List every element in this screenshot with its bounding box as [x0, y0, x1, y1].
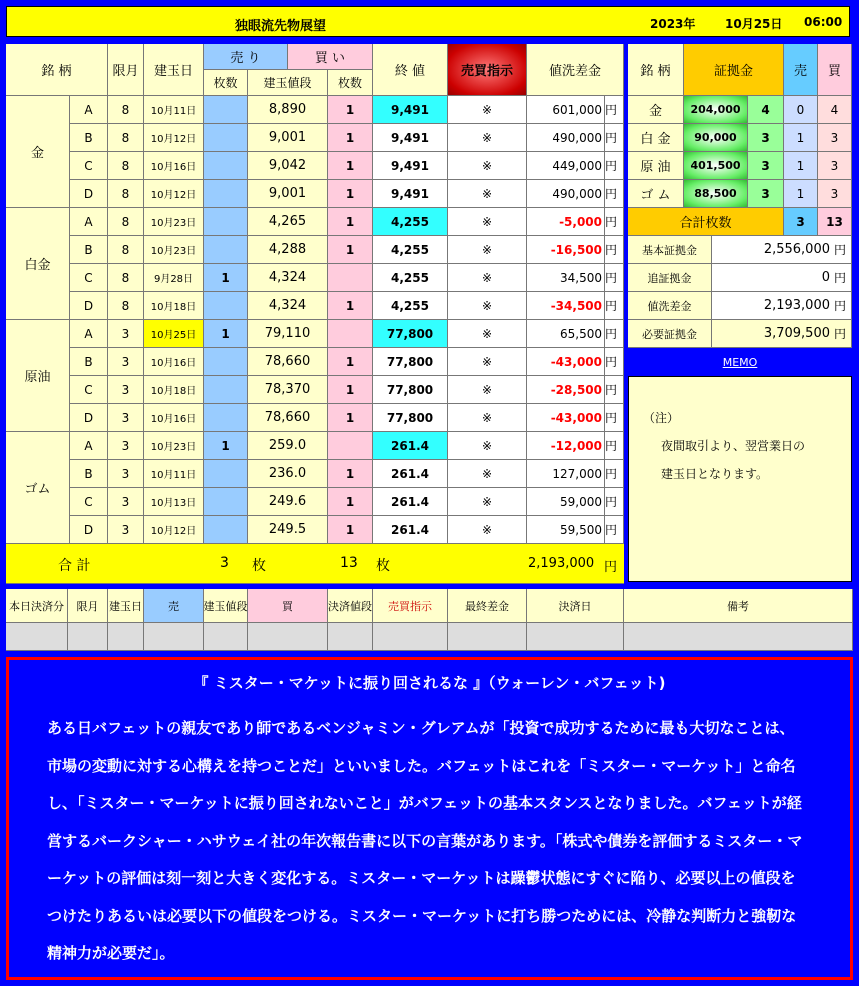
totals-sell-count: 3 [220, 555, 229, 571]
summary-value: 2,556,000 [712, 236, 834, 264]
margin-row-sell: 1 [784, 152, 818, 180]
margin-row-units: 3 [748, 180, 784, 208]
header-time: 06:00 [804, 15, 843, 29]
margin-row-sell: 1 [784, 180, 818, 208]
cell-group: D [70, 180, 108, 208]
header-owarine: 終 値 [373, 44, 448, 96]
settle-kai-value[interactable] [248, 623, 328, 651]
header-baibai-shiji: 売買指示 [448, 44, 527, 96]
cell-sell-maisu [204, 348, 248, 376]
cell-tategyoku-nedan: 4,265 [248, 208, 328, 236]
totals-yen: 円 [604, 560, 618, 575]
margin-total-sell: 3 [784, 208, 818, 236]
settle-gengetsu: 限月 [68, 589, 108, 623]
cell-tategyoku-nedan: 4,324 [248, 264, 328, 292]
settle-biko: 備考 [624, 589, 853, 623]
cell-yen: 円 [605, 236, 624, 264]
cell-tategyokubi: 10月16日 [144, 152, 204, 180]
cell-owarine: 4,255 [373, 292, 448, 320]
cell-nearai-sakin: -43,000 [527, 404, 605, 432]
summary-yen: 円 [834, 264, 852, 292]
settle-kessaibi-value[interactable] [527, 623, 624, 651]
cell-baibai-shiji: ※ [448, 292, 527, 320]
settle-saishu-sakin: 最終差金 [448, 589, 527, 623]
cell-tategyoku-nedan: 4,324 [248, 292, 328, 320]
cell-nearai-sakin: 59,500 [527, 516, 605, 544]
cell-gengetsu: 3 [108, 460, 144, 488]
settle-saishu-sakin-value[interactable] [448, 623, 527, 651]
cell-gengetsu: 3 [108, 488, 144, 516]
cell-tategyokubi: 10月11日 [144, 460, 204, 488]
cell-buy-maisu: 1 [328, 376, 373, 404]
header-gengetsu: 限月 [108, 44, 144, 96]
memo-line-1: 夜間取引より、翌営業日の [661, 439, 806, 453]
cell-sell-maisu [204, 404, 248, 432]
cell-nearai-sakin: 127,000 [527, 460, 605, 488]
margin-row-buy: 4 [818, 96, 852, 124]
commodity-gold: 金 [6, 96, 70, 208]
cell-tategyokubi: 10月23日 [144, 432, 204, 460]
cell-gengetsu: 8 [108, 124, 144, 152]
cell-buy-maisu: 1 [328, 152, 373, 180]
cell-tategyoku-nedan: 9,042 [248, 152, 328, 180]
cell-nearai-sakin: 490,000 [527, 124, 605, 152]
settle-tategyoku-nedan: 建玉値段 [204, 589, 248, 623]
cell-gengetsu: 8 [108, 180, 144, 208]
header-kai: 買 い [288, 44, 373, 70]
cell-owarine: 261.4 [373, 432, 448, 460]
title-bar [6, 6, 850, 37]
cell-owarine: 4,255 [373, 264, 448, 292]
cell-group: A [70, 208, 108, 236]
cell-buy-maisu: 1 [328, 180, 373, 208]
cell-tategyokubi: 10月16日 [144, 348, 204, 376]
margin-header-uri: 売 [784, 44, 818, 96]
cell-buy-maisu [328, 320, 373, 348]
cell-baibai-shiji: ※ [448, 152, 527, 180]
summary-yen: 円 [834, 320, 852, 348]
cell-sell-maisu [204, 236, 248, 264]
cell-baibai-shiji: ※ [448, 208, 527, 236]
cell-nearai-sakin: -43,000 [527, 348, 605, 376]
cell-owarine: 77,800 [373, 320, 448, 348]
settle-kessai-nedan-value[interactable] [328, 623, 373, 651]
memo-panel [628, 376, 852, 582]
cell-baibai-shiji: ※ [448, 488, 527, 516]
cell-tategyokubi: 10月23日 [144, 208, 204, 236]
cell-nearai-sakin: -16,500 [527, 236, 605, 264]
margin-row-name: 原 油 [628, 152, 684, 180]
cell-sell-maisu [204, 152, 248, 180]
cell-nearai-sakin: -5,000 [527, 208, 605, 236]
margin-header-kai: 買 [818, 44, 852, 96]
margin-table [628, 44, 852, 348]
cell-gengetsu: 3 [108, 376, 144, 404]
summary-value: 2,193,000 [712, 292, 834, 320]
cell-buy-maisu: 1 [328, 348, 373, 376]
cell-nearai-sakin: -12,000 [527, 432, 605, 460]
cell-gengetsu: 8 [108, 236, 144, 264]
cell-tategyoku-nedan: 4,288 [248, 236, 328, 264]
cell-group: B [70, 348, 108, 376]
settle-uri: 売 [144, 589, 204, 623]
cell-tategyokubi: 10月11日 [144, 96, 204, 124]
settle-biko-value[interactable] [624, 623, 853, 651]
cell-tategyoku-nedan: 78,660 [248, 348, 328, 376]
cell-owarine: 261.4 [373, 488, 448, 516]
totals-sell-unit: 枚 [252, 558, 266, 574]
cell-baibai-shiji: ※ [448, 460, 527, 488]
cell-baibai-shiji: ※ [448, 376, 527, 404]
cell-tategyoku-nedan: 249.5 [248, 516, 328, 544]
cell-buy-maisu: 1 [328, 404, 373, 432]
margin-row-buy: 3 [818, 180, 852, 208]
cell-owarine: 77,800 [373, 348, 448, 376]
cell-tategyoku-nedan: 9,001 [248, 124, 328, 152]
cell-sell-maisu: 1 [204, 432, 248, 460]
cell-tategyokubi: 10月12日 [144, 180, 204, 208]
cell-yen: 円 [605, 376, 624, 404]
margin-row-name: 金 [628, 96, 684, 124]
cell-sell-maisu [204, 460, 248, 488]
cell-nearai-sakin: 34,500 [527, 264, 605, 292]
cell-group: C [70, 152, 108, 180]
totals-label: 合 計 [58, 558, 91, 574]
cell-group: B [70, 236, 108, 264]
cell-sell-maisu [204, 96, 248, 124]
summary-value: 3,709,500 [712, 320, 834, 348]
cell-group: D [70, 516, 108, 544]
cell-yen: 円 [605, 320, 624, 348]
header-year: 2023年 [650, 17, 696, 31]
margin-row-units: 4 [748, 96, 784, 124]
totals-buy-count: 13 [340, 555, 358, 571]
cell-gengetsu: 3 [108, 516, 144, 544]
cell-tategyoku-nedan: 8,890 [248, 96, 328, 124]
margin-row-amount: 90,000 [684, 124, 748, 152]
cell-baibai-shiji: ※ [448, 404, 527, 432]
margin-row-amount: 88,500 [684, 180, 748, 208]
header-tategyoku-nedan: 建玉値段 [248, 70, 328, 96]
cell-sell-maisu [204, 292, 248, 320]
commodity-platinum: 白金 [6, 208, 70, 320]
cell-nearai-sakin: 490,000 [527, 180, 605, 208]
cell-yen: 円 [605, 292, 624, 320]
cell-tategyokubi: 10月13日 [144, 488, 204, 516]
page-title: 独眼流先物展望 [235, 19, 327, 34]
cell-owarine: 9,491 [373, 152, 448, 180]
quote-title: 『 ミスター・マケットに振り回されるな 』（ウォーレン・バフェット) [193, 674, 666, 692]
settle-tategyoku-nedan-value[interactable] [204, 623, 248, 651]
cell-tategyokubi: 10月18日 [144, 376, 204, 404]
summary-value: 0 [712, 264, 834, 292]
cell-baibai-shiji: ※ [448, 124, 527, 152]
cell-group: B [70, 124, 108, 152]
cell-yen: 円 [605, 432, 624, 460]
cell-buy-maisu: 1 [328, 124, 373, 152]
cell-yen: 円 [605, 124, 624, 152]
cell-gengetsu: 8 [108, 152, 144, 180]
cell-buy-maisu: 1 [328, 460, 373, 488]
memo-note: （注） [643, 411, 680, 425]
cell-sell-maisu: 1 [204, 320, 248, 348]
cell-tategyoku-nedan: 78,660 [248, 404, 328, 432]
cell-sell-maisu: 1 [204, 264, 248, 292]
margin-header-shokokin: 証拠金 [684, 44, 784, 96]
cell-yen: 円 [605, 488, 624, 516]
cell-owarine: 9,491 [373, 96, 448, 124]
margin-row-amount: 204,000 [684, 96, 748, 124]
margin-row-amount: 401,500 [684, 152, 748, 180]
cell-owarine: 4,255 [373, 208, 448, 236]
summary-yen: 円 [834, 292, 852, 320]
cell-group: B [70, 460, 108, 488]
settle-baibai-shiji-value[interactable] [373, 623, 448, 651]
settle-tategyokubi: 建玉日 [108, 589, 144, 623]
cell-tategyokubi: 10月16日 [144, 404, 204, 432]
memo-header [628, 350, 852, 374]
cell-sell-maisu [204, 488, 248, 516]
cell-tategyoku-nedan: 79,110 [248, 320, 328, 348]
memo-link[interactable]: MEMO [722, 355, 758, 369]
header-uri: 売 り [204, 44, 288, 70]
settle-gengetsu-value[interactable] [68, 623, 108, 651]
cell-gengetsu: 8 [108, 96, 144, 124]
margin-row-buy: 3 [818, 152, 852, 180]
cell-tategyokubi: 10月25日 [144, 320, 204, 348]
cell-tategyokubi: 9月28日 [144, 264, 204, 292]
cell-owarine: 4,255 [373, 236, 448, 264]
margin-row-sell: 1 [784, 124, 818, 152]
summary-label: 追証拠金 [628, 264, 712, 292]
cell-owarine: 9,491 [373, 180, 448, 208]
summary-yen: 円 [834, 236, 852, 264]
cell-group: C [70, 264, 108, 292]
cell-yen: 円 [605, 516, 624, 544]
cell-baibai-shiji: ※ [448, 264, 527, 292]
quote-box [6, 657, 853, 980]
cell-tategyoku-nedan: 249.6 [248, 488, 328, 516]
cell-owarine: 261.4 [373, 460, 448, 488]
cell-baibai-shiji: ※ [448, 432, 527, 460]
cell-baibai-shiji: ※ [448, 516, 527, 544]
settlement-table [6, 589, 853, 651]
margin-total-buy: 13 [818, 208, 852, 236]
cell-baibai-shiji: ※ [448, 348, 527, 376]
cell-yen: 円 [605, 208, 624, 236]
summary-label: 必要証拠金 [628, 320, 712, 348]
cell-sell-maisu [204, 376, 248, 404]
cell-owarine: 9,491 [373, 124, 448, 152]
margin-row-units: 3 [748, 152, 784, 180]
cell-buy-maisu [328, 432, 373, 460]
cell-tategyokubi: 10月12日 [144, 124, 204, 152]
cell-buy-maisu: 1 [328, 236, 373, 264]
cell-yen: 円 [605, 348, 624, 376]
cell-owarine: 77,800 [373, 404, 448, 432]
margin-row-name: 白 金 [628, 124, 684, 152]
margin-row-sell: 0 [784, 96, 818, 124]
cell-baibai-shiji: ※ [448, 320, 527, 348]
cell-tategyoku-nedan: 78,370 [248, 376, 328, 404]
header-nearai-sakin: 値洗差金 [527, 44, 624, 96]
cell-nearai-sakin: 59,000 [527, 488, 605, 516]
header-tategyokubi: 建玉日 [144, 44, 204, 96]
cell-yen: 円 [605, 264, 624, 292]
cell-buy-maisu: 1 [328, 488, 373, 516]
cell-buy-maisu [328, 264, 373, 292]
cell-group: D [70, 404, 108, 432]
settle-kessai-nedan: 決済値段 [328, 589, 373, 623]
cell-gengetsu: 3 [108, 348, 144, 376]
cell-group: A [70, 96, 108, 124]
cell-sell-maisu [204, 516, 248, 544]
header-sell-maisu: 枚数 [204, 70, 248, 96]
settle-kai: 買 [248, 589, 328, 623]
settle-kessaibi: 決済日 [527, 589, 624, 623]
cell-tategyoku-nedan: 259.0 [248, 432, 328, 460]
totals-buy-unit: 枚 [376, 558, 390, 574]
cell-gengetsu: 8 [108, 264, 144, 292]
cell-nearai-sakin: -28,500 [527, 376, 605, 404]
cell-sell-maisu [204, 124, 248, 152]
cell-group: A [70, 320, 108, 348]
cell-owarine: 261.4 [373, 516, 448, 544]
positions-table [6, 44, 624, 584]
cell-buy-maisu: 1 [328, 516, 373, 544]
summary-label: 値洗差金 [628, 292, 712, 320]
cell-group: D [70, 292, 108, 320]
cell-nearai-sakin: -34,500 [527, 292, 605, 320]
margin-row-name: ゴ ム [628, 180, 684, 208]
cell-buy-maisu: 1 [328, 208, 373, 236]
cell-yen: 円 [605, 96, 624, 124]
settle-honjitsu-value[interactable] [6, 623, 68, 651]
margin-row-buy: 3 [818, 124, 852, 152]
settle-honjitsu: 本日決済分 [6, 589, 68, 623]
cell-yen: 円 [605, 180, 624, 208]
cell-gengetsu: 3 [108, 320, 144, 348]
cell-group: C [70, 376, 108, 404]
cell-yen: 円 [605, 460, 624, 488]
margin-header-meigara: 銘 柄 [628, 44, 684, 96]
cell-tategyoku-nedan: 236.0 [248, 460, 328, 488]
cell-baibai-shiji: ※ [448, 96, 527, 124]
cell-baibai-shiji: ※ [448, 236, 527, 264]
settle-tategyokubi-value[interactable] [108, 623, 144, 651]
header-date: 10月25日 [725, 17, 783, 31]
cell-sell-maisu [204, 180, 248, 208]
cell-nearai-sakin: 449,000 [527, 152, 605, 180]
settle-uri-value[interactable] [144, 623, 204, 651]
quote-body: ある日バフェットの親友であり師であるベンジャミン・グレアムが「投資で成功するために最も大切なことは、市場の変動に対する心構えを持つことだ」といいました。バフェットはこれを「ミスター・マーケット」と命名し、「ミスター・マーケットに振り回されないこと」がバフェットの基本スタンスとなりました。バフェットが経営するバークシャー・ハサウェイ社の年次報告書に以下の言葉があります。「株式や債券を評価するミスター・マーケットの評価は刻一刻と大きく変化する。ミスター・マーケットは躁鬱状態にすぐに陥り、必要以上の値段をつけたりあるいは必要以下の値段をつける。ミスター・マーケットに打ち勝つためには、冷静な判断力と強靭な精神力が必要だ」。 [47, 719, 803, 962]
cell-tategyokubi: 10月12日 [144, 516, 204, 544]
cell-owarine: 77,800 [373, 376, 448, 404]
cell-buy-maisu: 1 [328, 292, 373, 320]
cell-group: A [70, 432, 108, 460]
cell-gengetsu: 8 [108, 208, 144, 236]
cell-gengetsu: 3 [108, 404, 144, 432]
cell-tategyoku-nedan: 9,001 [248, 180, 328, 208]
header-meigara: 銘 柄 [6, 44, 108, 96]
cell-tategyokubi: 10月18日 [144, 292, 204, 320]
summary-label: 基本証拠金 [628, 236, 712, 264]
cell-gengetsu: 3 [108, 432, 144, 460]
margin-row-units: 3 [748, 124, 784, 152]
cell-yen: 円 [605, 152, 624, 180]
settle-baibai-shiji: 売買指示 [373, 589, 448, 623]
cell-buy-maisu: 1 [328, 96, 373, 124]
commodity-crude-oil: 原油 [6, 320, 70, 432]
header-buy-maisu: 枚数 [328, 70, 373, 96]
cell-tategyokubi: 10月23日 [144, 236, 204, 264]
cell-gengetsu: 8 [108, 292, 144, 320]
memo-line-2: 建玉日となります。 [661, 467, 769, 481]
commodity-rubber: ゴム [6, 432, 70, 544]
margin-total-label: 合計枚数 [628, 208, 784, 236]
cell-sell-maisu [204, 208, 248, 236]
cell-nearai-sakin: 65,500 [527, 320, 605, 348]
totals-value: 2,193,000 [528, 556, 595, 571]
cell-group: C [70, 488, 108, 516]
cell-baibai-shiji: ※ [448, 180, 527, 208]
cell-nearai-sakin: 601,000 [527, 96, 605, 124]
cell-yen: 円 [605, 404, 624, 432]
